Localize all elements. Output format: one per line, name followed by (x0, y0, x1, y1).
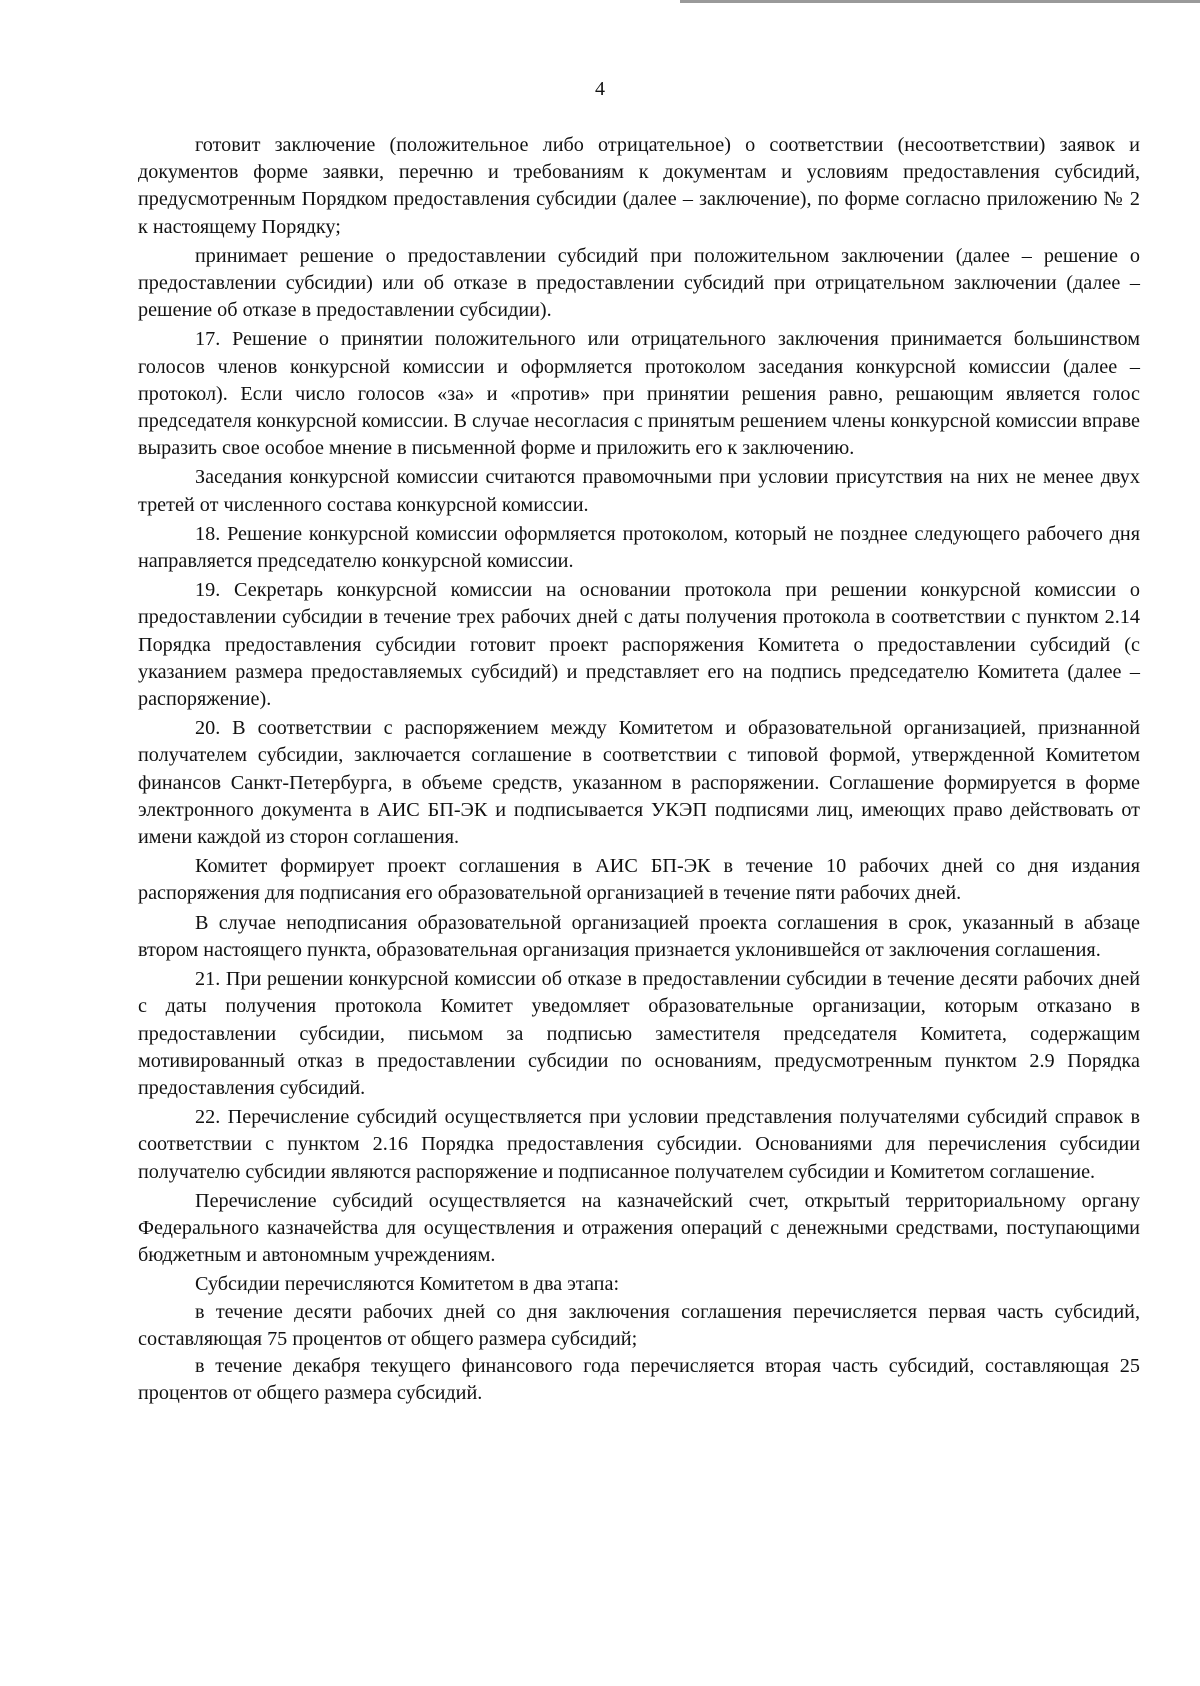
paragraph-item-22: 22. Перечисление субсидий осуществляется при условии представления получателями субсидий справок в соответствии с пунктом 2.16 Порядка предоставления субсидии. Основаниями для перечисления субсидии получателю субсидии являются распоряжение и подписанное получателем субсидии и Комитетом соглашение. (138, 1106, 1140, 1183)
paragraph-second-stage: в течение декабря текущего финансового года перечисляется вторая часть субсидий, составляющая 25 процентов от общего размера субсидий. (138, 1354, 1140, 1405)
paragraph-non-signing: В случае неподписания образовательной организацией проекта соглашения в срок, указанный в абзаце втором настоящего пункта, образовательная организация признается уклонившейся от заключения соглашения. (138, 911, 1140, 961)
paragraph-first-stage: в течение десяти рабочих дней со дня заключения соглашения перечисляется первая часть субсидий, составляющая 75 процентов от общего размера субсидий; (138, 1300, 1140, 1350)
paragraph-item-20: 20. В соответствии с распоряжением между Комитетом и образовательной организацией, признанной получателем субсидии, заключается соглашение в соответствии с типовой формой, утвержденной Комитетом финансов Санкт-Петербурга, в объеме средств, указанном в распоряжении. Соглашение формируется в форме электронного документа в АИС БП-ЭК и подписывается УКЭП подписями лиц, имеющих право действовать от имени каждой из сторон соглашения. (138, 717, 1140, 849)
paragraph-item-19: 19. Секретарь конкурсной комиссии на основании протокола при решении конкурсной комиссии о предоставлении субсидии в течение трех рабочих дней с даты получения протокола в соответствии с пунктом 2.14 Порядка предоставления субсидии готовит проект распоряжения Комитета о предоставлении субсидий (с указанием размера предоставляемых субсидий) и представляет его на подпись председателю Комитета (далее – распоряжение). (138, 579, 1140, 711)
scan-edge-line (680, 0, 1200, 3)
document-body (138, 132, 1140, 1407)
page-number: 4 (595, 78, 605, 100)
paragraph-two-stages: Субсидии перечисляются Комитетом в два этапа: (195, 1273, 620, 1296)
paragraph-item-18: 18. Решение конкурсной комиссии оформляется протоколом, который не позднее следующего рабочего дня направляется председателю конкурсной комиссии. (138, 522, 1140, 573)
paragraph-makes-decision: принимает решение о предоставлении субсидий при положительном заключении (далее – решение о предоставлении субсидии) или об отказе в предоставлении субсидий при отрицательном заключении (далее – решение об отказе в предоставлении субсидии). (138, 244, 1140, 322)
paragraph-treasury-account: Перечисление субсидий осуществляется на казначейский счет, открытый территориальному органу Федерального казначейства для осуществления и отражения операций с денежными средствами, поступающими бюджетным и автономным учреждениям. (138, 1189, 1140, 1267)
paragraph-prepares-conclusion: готовит заключение (положительное либо отрицательное) о соответствии (несоответствии) заявок и документов форме заявки, перечню и требованиям к документам и условиям предоставления субсидий, предусмотренным Порядком предоставления субсидии (далее – заключение), по форме согласно приложению № 2 к настоящему Порядку; (138, 134, 1140, 238)
paragraph-item-21: 21. При решении конкурсной комиссии об отказе в предоставлении субсидии в течение десяти рабочих дней с даты получения протокола Комитет уведомляет образовательные организации, которым отказано в предоставлении субсидии, письмом за подписью заместителя председателя Комитета, содержащим мотивированный отказ в предоставлении субсидии по основаниям, предусмотренным пунктом 2.9 Порядка предоставления субсидий. (138, 968, 1140, 1099)
paragraph-item-17: 17. Решение о принятии положительного или отрицательного заключения принимается большинством голосов членов конкурсной комиссии и оформляется протоколом заседания конкурсной комиссии (далее – протокол). Если число голосов «за» и «против» при принятии решения равно, решающим является голос председателя конкурсной комиссии. В случае несогласия с принятым решением члены конкурсной комиссии вправе выразить свое особое мнение в письменной форме и приложить его к заключению. (138, 328, 1140, 460)
paragraph-agreement-draft: Комитет формирует проект соглашения в АИС БП-ЭК в течение 10 рабочих дней со дня издания распоряжения для подписания его образовательной организацией в течение пяти рабочих дней. (138, 855, 1140, 905)
paragraph-quorum: Заседания конкурсной комиссии считаются правомочными при условии присутствия на них не менее двух третей от численного состава конкурсной комиссии. (138, 466, 1140, 516)
